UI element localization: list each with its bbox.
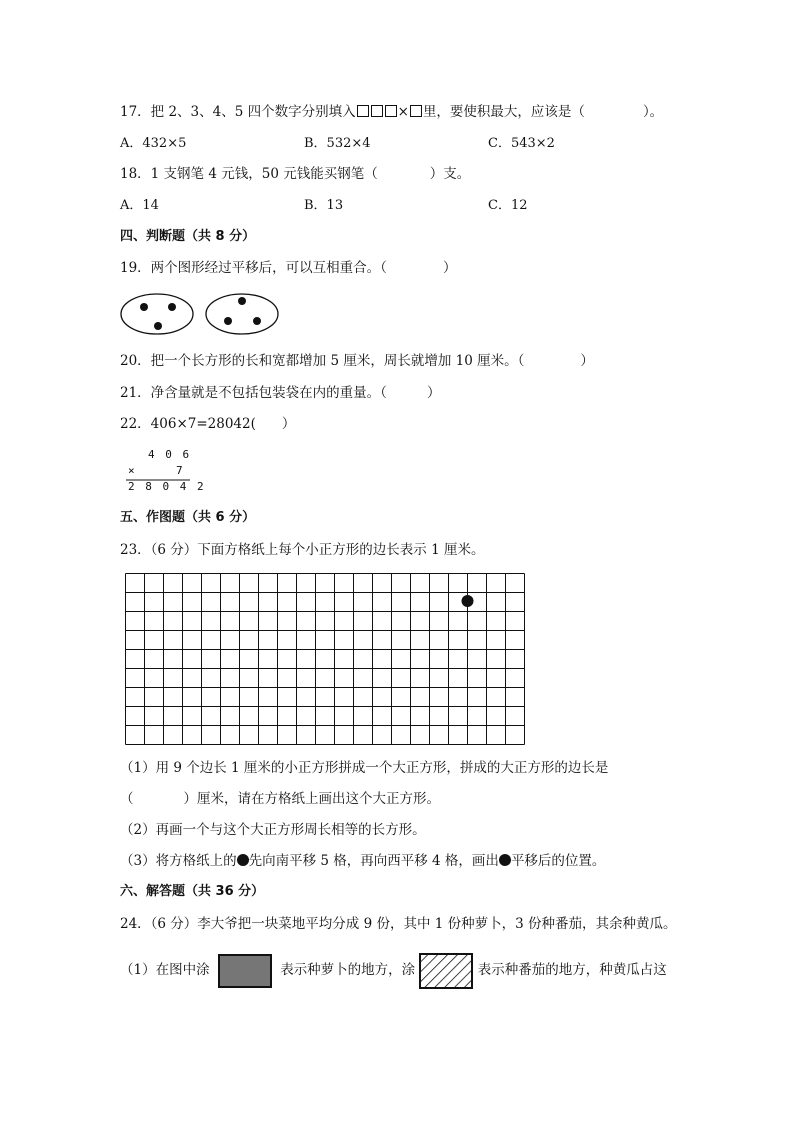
times-sign: × — [397, 104, 409, 120]
q19-tail: ） — [442, 260, 457, 276]
q23-sub1-line2 — [120, 789, 440, 809]
question-23-stem: 23．（6 分）下面方格纸上每个小正方形的边长表示 1 厘米。 — [120, 542, 485, 558]
q24-sub1-c: 表示种番茄的地方，种黄瓜占这 — [477, 962, 667, 978]
section-4-title: 四、判断题（共 8 分） — [120, 229, 256, 244]
q18-option-a[interactable]: A．14 — [120, 198, 159, 213]
q18-option-b[interactable]: B．13 — [304, 198, 344, 213]
dot — [253, 317, 261, 325]
q18-tail: ）支。 — [429, 166, 471, 182]
question-17 — [120, 102, 663, 122]
q18-option-c[interactable]: C．12 — [488, 198, 528, 213]
question-18 — [120, 164, 470, 184]
q21-tail: ） — [426, 385, 441, 401]
section-6-title: 六、解答题（共 36 分） — [120, 884, 265, 899]
blank-box — [410, 105, 422, 117]
dot — [238, 297, 246, 305]
dot — [140, 303, 148, 311]
question-22 — [120, 414, 295, 434]
question-24-stem: 24．（6 分）李大爷把一块菜地平均分成 9 份，其中 1 份种萝卜，3 份种番茄，其余种黄瓜。 — [120, 916, 677, 932]
dot — [224, 317, 232, 325]
product: 2 8 0 4 2 — [128, 480, 206, 493]
q17-prefix: 17．把 2、3、4、5 四个数字分别填入 — [120, 104, 356, 120]
two-ovals-figure — [120, 292, 290, 340]
dot-icon — [499, 854, 511, 866]
q23-sub1-line1: （1）用 9 个边长 1 厘米的小正方形拼成一个大正方形，拼成的大正方形的边长是 — [120, 760, 609, 776]
multiplicand: 4 0 6 — [148, 448, 192, 461]
q21-prefix: 21．净含量就是不包括包装袋在内的重量。（ — [120, 385, 387, 401]
q17-suffix: 里，要使积最大，应该是（ — [422, 104, 585, 120]
q19-prefix: 19．两个图形经过平移后，可以互相重合。（ — [120, 260, 387, 276]
q17-tail: ）。 — [642, 104, 664, 120]
q17-option-c[interactable]: C．543×2 — [488, 136, 555, 151]
dot-icon — [237, 854, 249, 866]
section-5-title: 五、作图题（共 6 分） — [120, 510, 256, 525]
blank-box — [357, 105, 369, 117]
q22-text: 22．406×7=28042( — [120, 416, 256, 432]
q17-option-a[interactable]: A．432×5 — [120, 136, 187, 151]
q23-sub2: （2）再画一个与这个大正方形周长相等的长方形。 — [120, 822, 426, 838]
multiply-sign: × — [128, 464, 137, 477]
q22-tail: ） — [281, 416, 296, 432]
grid-dot[interactable] — [462, 595, 474, 607]
dot — [154, 322, 162, 330]
blank-box — [385, 105, 397, 117]
q24-sub1-b: 表示种萝卜的地方，涂 — [280, 962, 416, 978]
grid-svg[interactable] — [125, 573, 526, 746]
grid-paper[interactable] — [125, 573, 526, 750]
gray-swatch — [218, 954, 272, 988]
multiplier: 7 — [176, 464, 185, 477]
open-paren: （ — [120, 791, 134, 807]
question-20 — [120, 351, 594, 371]
question-21 — [120, 383, 440, 403]
blank-box — [371, 105, 383, 117]
q23-sub3 — [120, 851, 605, 871]
q23-sub3-a: （3）将方格纸上的 — [120, 853, 237, 869]
q23-sub3-b: 先向南平移 5 格，再向西平移 4 格，画出 — [248, 853, 499, 869]
q23-sub3-c: 平移后的位置。 — [510, 853, 606, 869]
q17-option-b[interactable]: B．532×4 — [304, 136, 371, 151]
hatch-swatch — [419, 953, 473, 989]
q23-sub1-rest: ）厘米，请在方格纸上画出这个大正方形。 — [183, 791, 440, 807]
q18-prefix: 18．1 支钢笔 4 元钱，50 元钱能买钢笔（ — [120, 166, 378, 182]
q24-sub1 — [120, 951, 667, 989]
q20-prefix: 20．把一个长方形的长和宽都增加 5 厘米，周长就增加 10 厘米。（ — [120, 353, 525, 369]
q20-tail: ） — [580, 353, 594, 369]
dot — [168, 303, 176, 311]
question-19 — [120, 258, 456, 278]
q24-sub1-a: （1）在图中涂 — [120, 962, 210, 978]
